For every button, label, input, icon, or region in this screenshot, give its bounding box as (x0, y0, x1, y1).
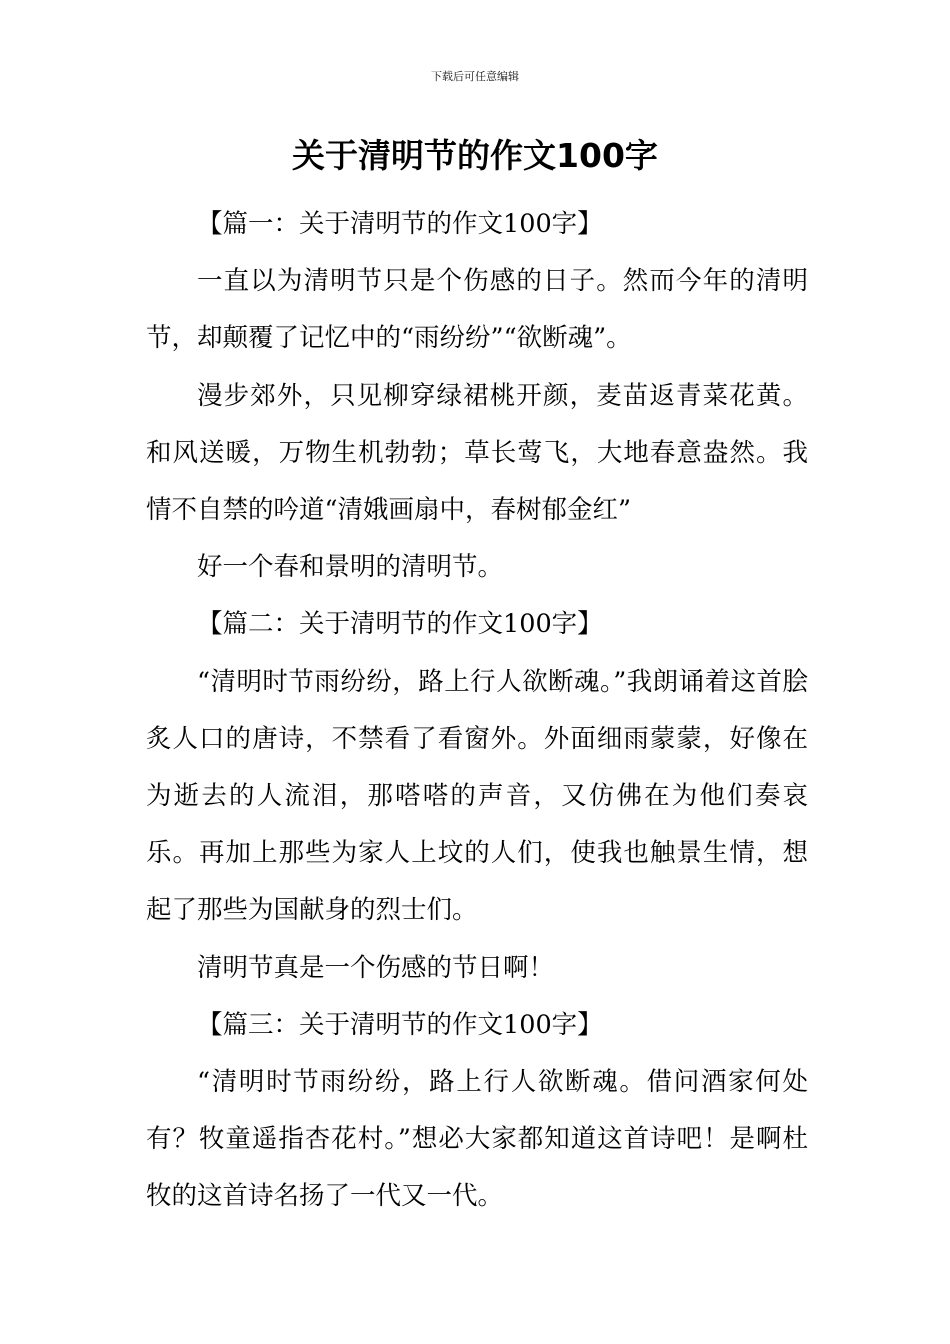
header-note: 下载后可任意编辑 (431, 70, 519, 83)
section-heading-3: 【篇三：关于清明节的作文100字】 (197, 1009, 603, 1040)
document-body (146, 196, 808, 1226)
paragraph: “清明时节雨纷纷，路上行人欲断魂。”我朗诵着这首脍炙人口的唐诗，不禁看了看窗外。外面细雨蒙蒙，好像在为逝去的人流泪，那嗒嗒的声音，又仿佛在为他们奏哀乐。再加上那些为家人上坟的人们，使我也触景生情，想起了那些为国献身的烈士们。 (146, 666, 808, 926)
section-heading-1: 【篇一：关于清明节的作文100字】 (197, 209, 603, 239)
paragraph: 好一个春和景明的清明节。 (197, 552, 504, 583)
paragraph: 一直以为清明节只是个伤感的日子。然而今年的清明节，却颠覆了记忆中的“雨纷纷”“欲断魂”。 (146, 266, 808, 354)
paragraph: 清明节真是一个伤感的节日啊！ (197, 952, 555, 983)
paragraph: “清明时节雨纷纷，路上行人欲断魂。借问酒家何处有？牧童遥指杏花村。”想必大家都知道这首诗吧！是啊杜牧的这首诗名扬了一代又一代。 (146, 1067, 808, 1212)
section-heading-2: 【篇二：关于清明节的作文100字】 (197, 609, 603, 640)
document-title: 关于清明节的作文100字 (292, 136, 658, 175)
paragraph: 漫步郊外，只见柳穿绿裙桃开颜，麦苗返青菜花黄。和风送暖，万物生机勃勃；草长莺飞，大地春意盎然。我情不自禁的吟道“清娥画扇中，春树郁金红” (146, 380, 808, 526)
